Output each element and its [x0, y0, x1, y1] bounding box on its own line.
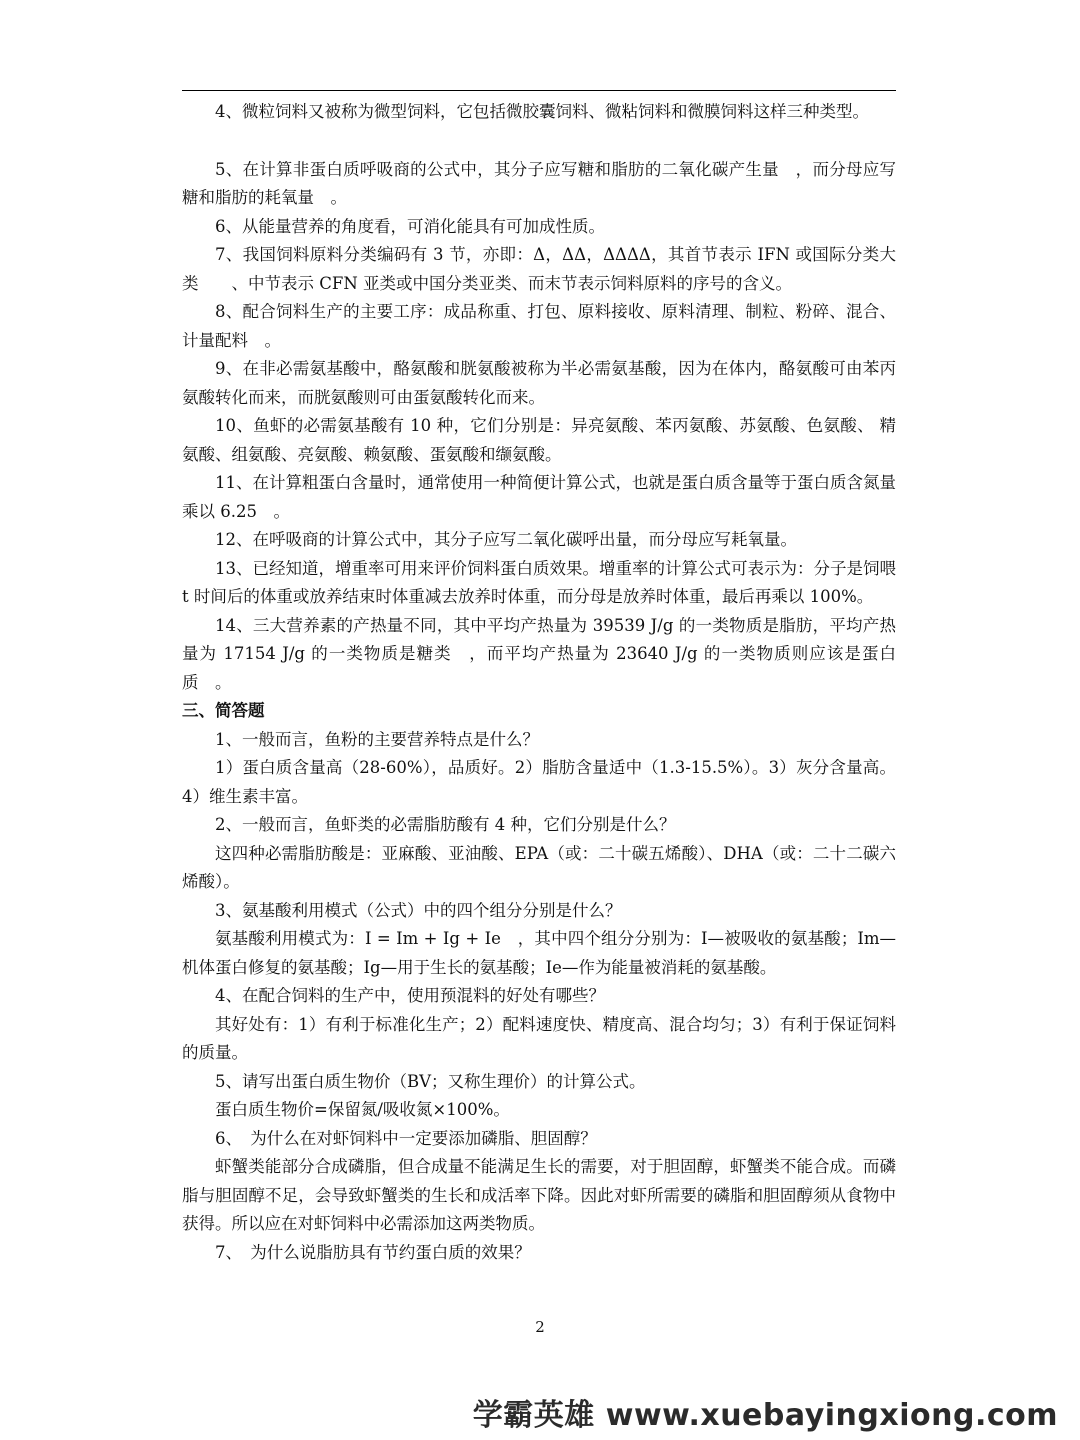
- fill-blank-item: 11、在计算粗蛋白含量时，通常使用一种简便计算公式，也就是蛋白质含量等于蛋白质含氮量乘以 6.25 。: [182, 473, 896, 521]
- fill-blank-item: 10、鱼虾的必需氨基酸有 10 种，它们分别是：异亮氨酸、苯丙氨酸、苏氨酸、色氨酸、 精氨酸、组氨酸、亮氨酸、赖氨酸、蛋氨酸和缬氨酸。: [182, 416, 896, 464]
- answer: 蛋白质生物价=保留氮/吸收氮×100%。: [215, 1100, 510, 1119]
- question: 6、 为什么在对虾饲料中一定要添加磷脂、胆固醇？: [215, 1128, 597, 1148]
- page-number: 2: [535, 1318, 545, 1336]
- fill-blank-item: 12、在呼吸商的计算公式中，其分子应写二氧化碳呼出量，而分母应写耗氧量。: [215, 530, 797, 549]
- answer: 1）蛋白质含量高（28-60%），品质好。2）脂肪含量适中（1.3-15.5%）。3）灰分含量高。4）维生素丰富。: [182, 758, 896, 806]
- question: 5、请写出蛋白质生物价（BV；又称生理价）的计算公式。: [215, 1071, 646, 1091]
- fill-blank-item: 14、三大营养素的产热量不同，其中平均产热量为 39539 J/g 的一类物质是脂肪，平均产热量为 17154 J/g 的一类物质是糖类 ，而平均产热量为 23640 J/g 的一类物质则应该是蛋白质 。: [182, 615, 896, 692]
- document-body: [182, 98, 896, 1267]
- fill-blank-item: 6、从能量营养的角度看，可消化能具有可加成性质。: [215, 216, 605, 236]
- site-watermark: 学霸英雄 www.xuebayingxiong.com: [472, 1398, 1058, 1433]
- answer: 氨基酸利用模式为：I = Im + Ig + Ie ，其中四个组分分别为：I—被吸收的氨基酸；Im—机体蛋白修复的氨基酸；Ig—用于生长的氨基酸；Ie—作为能量被消耗的氨基酸。: [182, 929, 896, 977]
- answer: 这四种必需脂肪酸是：亚麻酸、亚油酸、EPA（或：二十碳五烯酸）、DHA（或：二十二碳六烯酸）。: [182, 843, 896, 891]
- fill-blank-item: 13、已经知道，增重率可用来评价饲料蛋白质效果。增重率的计算公式可表示为：分子是饲喂 t 时间后的体重或放养结束时体重减去放养时体重，而分母是放养时体重，最后再乘以 100%。: [182, 558, 896, 606]
- section-title: 三、简答题: [182, 701, 265, 720]
- question: 7、 为什么说脂肪具有节约蛋白质的效果？: [215, 1242, 531, 1262]
- question: 1、一般而言，鱼粉的主要营养特点是什么？: [215, 729, 539, 749]
- question: 3、氨基酸利用模式（公式）中的四个组分分别是什么？: [215, 900, 622, 920]
- question: 2、一般而言，鱼虾类的必需脂肪酸有 4 种，它们分别是什么？: [215, 815, 676, 834]
- fill-blank-item: 8、配合饲料生产的主要工序：成品称重、打包、原料接收、原料清理、制粒、粉碎、混合、计量配料 。: [182, 302, 896, 350]
- answer: 虾蟹类能部分合成磷脂，但合成量不能满足生长的需要，对于胆固醇，虾蟹类不能合成。而磷脂与胆固醇不足，会导致虾蟹类的生长和成活率下降。因此对虾所需要的磷脂和胆固醇须从食物中获得。所以应在对虾饲料中必需添加这两类物质。: [182, 1157, 896, 1233]
- question: 4、在配合饲料的生产中，使用预混料的好处有哪些？: [215, 986, 605, 1005]
- fill-blank-item: 9、在非必需氨基酸中，酪氨酸和胱氨酸被称为半必需氨基酸，因为在体内，酪氨酸可由苯丙氨酸转化而来，而胱氨酸则可由蛋氨酸转化而来。: [182, 359, 896, 407]
- answer: 其好处有：1）有利于标准化生产；2）配料速度快、精度高、混合均匀；3）有利于保证饲料的质量。: [182, 1014, 896, 1062]
- header-rule: [182, 90, 896, 91]
- fill-blank-item: 4、微粒饲料又被称为微型饲料，它包括微胶囊饲料、微粘饲料和微膜饲料这样三种类型。: [215, 102, 869, 121]
- fill-blank-item: 7、我国饲料原料分类编码有 3 节，亦即：Δ，ΔΔ，ΔΔΔΔ，其首节表示 IFN 或国际分类大类 、中节表示 CFN 亚类或中国分类亚类、而末节表示饲料原料的序号的含义。: [182, 245, 896, 293]
- fill-blank-item: 5、在计算非蛋白质呼吸商的公式中，其分子应写糖和脂肪的二氧化碳产生量 ，而分母应写糖和脂肪的耗氧量 。: [182, 159, 896, 207]
